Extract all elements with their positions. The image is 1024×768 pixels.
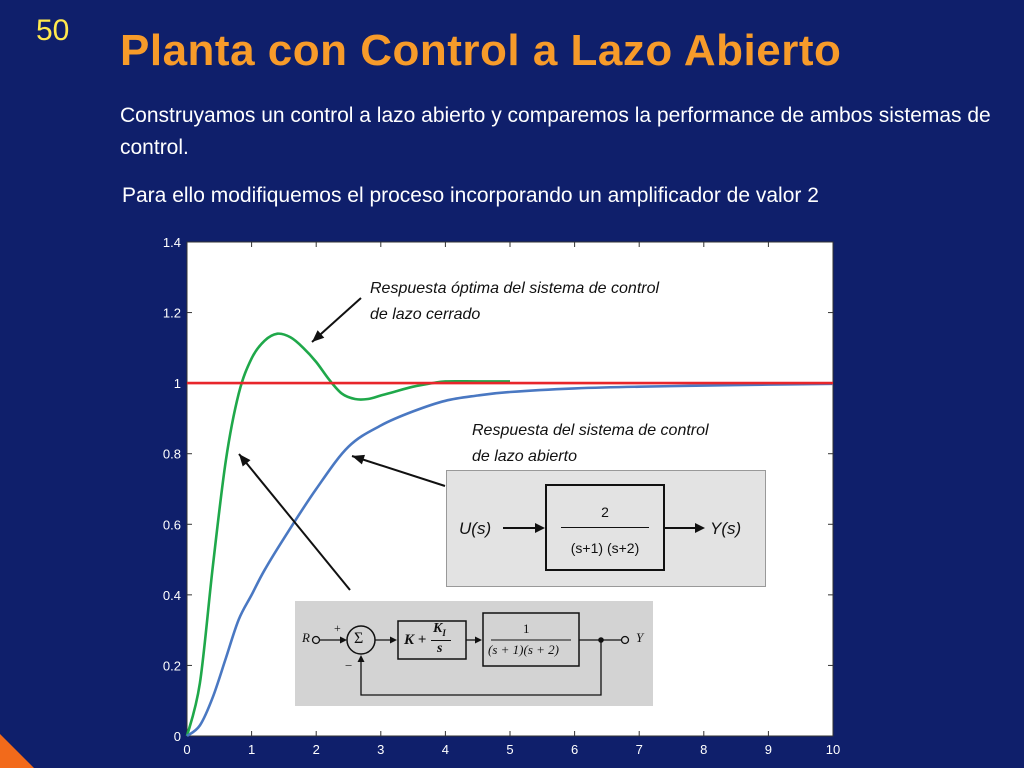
- x-tick-label: 0: [183, 742, 191, 757]
- y-tick-label: 0.2: [162, 658, 181, 674]
- x-tick-label: 10: [825, 742, 841, 757]
- open-annotation-line2: de lazo abierto: [472, 448, 577, 465]
- x-tick-label: 6: [570, 742, 579, 757]
- closed-annotation-line2: de lazo cerrado: [370, 306, 481, 323]
- closed-loop-lines: [295, 601, 653, 706]
- open-loop-annotation: [472, 418, 709, 470]
- closed-loop-annotation: [370, 276, 659, 328]
- x-tick-label: 8: [700, 742, 708, 757]
- controller-s-text: s: [437, 641, 443, 656]
- control-arrowhead: [475, 637, 482, 644]
- x-tick-label: 3: [377, 742, 385, 757]
- x-tick-label: 5: [506, 742, 514, 757]
- y-tick-label: 1: [173, 376, 181, 392]
- y-label: Y: [636, 630, 644, 645]
- corner-accent: [0, 734, 34, 768]
- output-node: [622, 637, 629, 644]
- controller-ki-text: [433, 621, 446, 638]
- x-tick-label: 7: [635, 742, 643, 757]
- y-tick-label: 1.2: [162, 305, 181, 321]
- transfer-function-block: [545, 484, 665, 571]
- tf-numerator: 2: [601, 504, 609, 520]
- feedback-path: [361, 640, 601, 695]
- plant-denominator: (s + 1)(s + 2): [488, 642, 559, 657]
- closed-loop-block-diagram: [295, 601, 653, 706]
- x-tick-label: 9: [764, 742, 773, 757]
- plant-numerator: 1: [523, 621, 530, 636]
- open-loop-block-diagram: [446, 470, 766, 587]
- output-label: Y(s): [710, 519, 742, 538]
- controller-ki-sub: I: [442, 627, 446, 638]
- tf-denominator: (s+1) (s+2): [570, 540, 640, 556]
- controller-ki-k: K: [433, 621, 443, 636]
- error-arrowhead: [390, 637, 397, 644]
- x-tick-label: 1: [247, 742, 256, 757]
- closed-annotation-line1: Respuesta óptima del sistema de control: [370, 280, 660, 297]
- y-tick-label: 0: [173, 729, 181, 744]
- amplifier-paragraph: Para ello modifiquemos el proceso incorporando un amplificador de valor 2: [122, 184, 819, 207]
- input-arrowhead: [535, 523, 545, 533]
- x-tick-label: 2: [312, 742, 320, 757]
- input-node: [313, 637, 320, 644]
- output-arrowhead: [695, 523, 705, 533]
- plus-sign: +: [334, 621, 341, 635]
- intro-paragraph: Construyamos un control a lazo abierto y comparemos la performance de ambos sistemas de control.: [120, 104, 991, 159]
- sum-symbol: Σ: [354, 630, 364, 647]
- slide-number: 50: [36, 14, 70, 47]
- y-tick-label: 0.6: [162, 517, 181, 533]
- slide-title: Planta con Control a Lazo Abierto: [120, 26, 842, 75]
- r-label: R: [302, 630, 310, 645]
- y-tick-label: 1.4: [162, 235, 181, 250]
- y-tick-label: 0.8: [162, 446, 181, 462]
- x-tick-label: 4: [441, 742, 450, 757]
- controller-k-text: K +: [404, 632, 427, 648]
- feedback-arrowhead: [358, 655, 365, 662]
- y-tick-label: 0.4: [162, 587, 181, 603]
- minus-sign: −: [345, 658, 353, 673]
- input-label: U(s): [459, 519, 492, 538]
- r-arrowhead: [340, 637, 347, 644]
- tf-fraction-bar: [561, 527, 649, 528]
- open-annotation-line1: Respuesta del sistema de control: [472, 422, 709, 439]
